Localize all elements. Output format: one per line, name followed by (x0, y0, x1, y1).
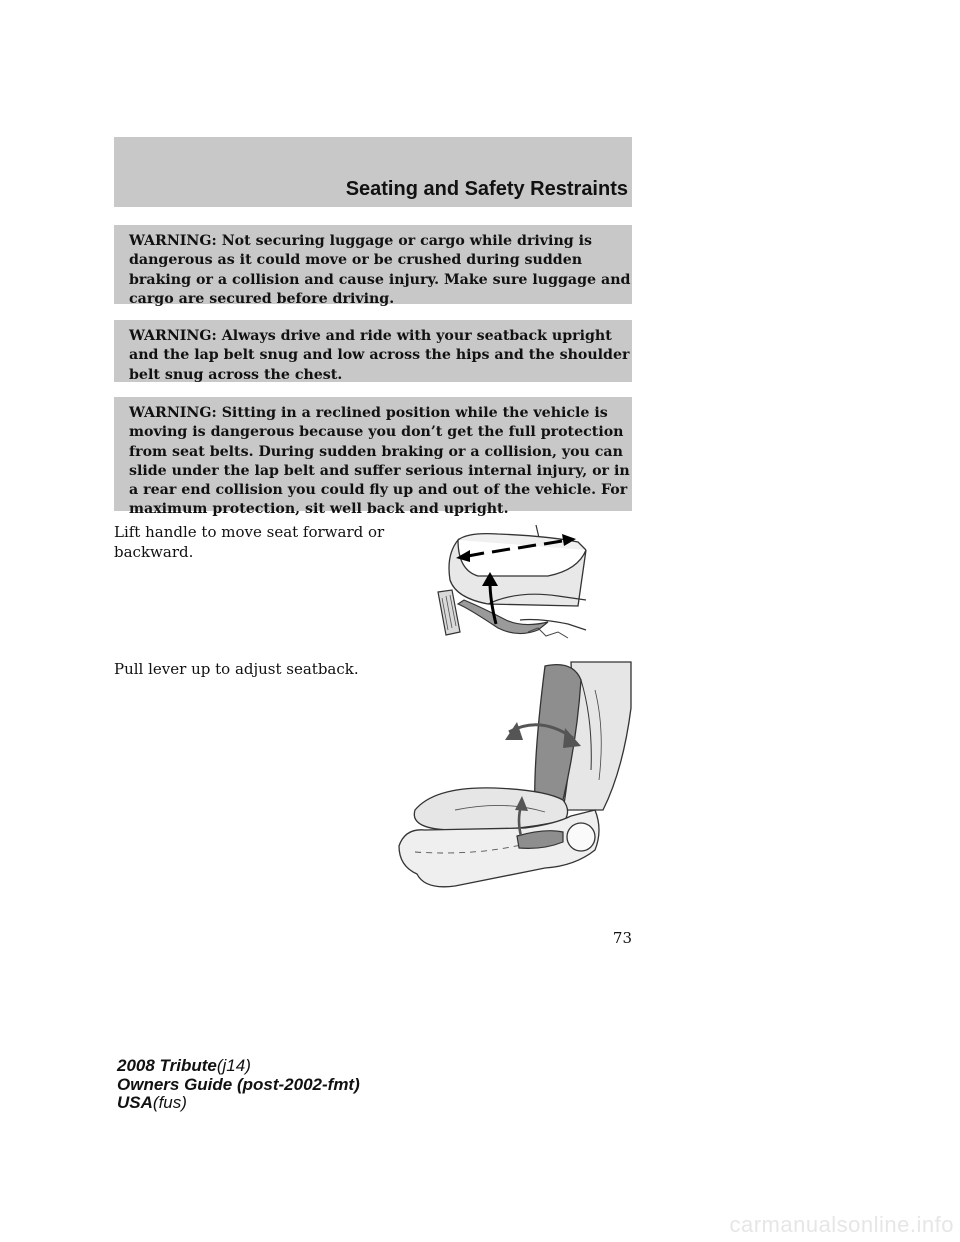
page-number: 73 (612, 929, 632, 947)
warning-line: WARNING: Always drive and ride with your seatback upright (129, 328, 612, 344)
warning-line: dangerous as it could move or be crushed during sudden (129, 252, 583, 269)
warning-line: WARNING: Sitting in a reclined position while the vehicle is (129, 405, 608, 421)
footer-guide-format: Owners Guide (post-2002-fmt) (117, 1074, 360, 1094)
warning-line: braking or a collision and cause injury. Make sure luggage and (129, 271, 631, 288)
document-footer (117, 1057, 360, 1113)
footer-line (117, 1094, 360, 1113)
instruction-seat-slide (114, 523, 384, 562)
footer-line (117, 1057, 360, 1076)
section-title: Seating and Safety Restraints (345, 178, 628, 200)
warning-line: maximum protection, sit well back and upright. (129, 501, 509, 518)
warning-line: WARNING: Not securing luggage or cargo while driving is (129, 233, 592, 249)
instruction-line: backward. (114, 542, 194, 561)
warning-line: moving is dangerous because you don’t get the full protection (129, 424, 624, 441)
watermark-text: carmanualsonline.info (729, 1212, 954, 1237)
warning-line: cargo are secured before driving. (129, 290, 395, 307)
footer-market: USA (117, 1093, 153, 1112)
instruction-line: Pull lever up to adjust seatback. (114, 660, 359, 678)
footer-market-code: (fus) (152, 1093, 187, 1112)
footer-model-code: (j14) (216, 1056, 251, 1075)
warning-box-cargo (114, 225, 632, 307)
instruction-seatback (114, 660, 359, 680)
section-header (114, 137, 632, 207)
seat-slide-illustration (428, 520, 590, 648)
warning-line: and the lap belt snug and low across the hips and the shoulder (129, 347, 630, 364)
warning-line: a rear end collision you could fly up and out of the vehicle. For (129, 482, 628, 499)
seatback-recline-illustration (395, 660, 635, 890)
footer-model: 2008 Tribute (117, 1056, 217, 1075)
footer-line (117, 1076, 360, 1095)
instruction-line: Lift handle to move seat forward or (114, 523, 385, 541)
warning-line: belt snug across the chest. (129, 366, 343, 383)
warning-line: slide under the lap belt and suffer serious internal injury, or in (129, 462, 630, 479)
warning-line: from seat belts. During sudden braking or a collision, you can (129, 443, 623, 460)
warning-box-seatback (114, 320, 632, 382)
warning-box-reclined (114, 397, 632, 518)
